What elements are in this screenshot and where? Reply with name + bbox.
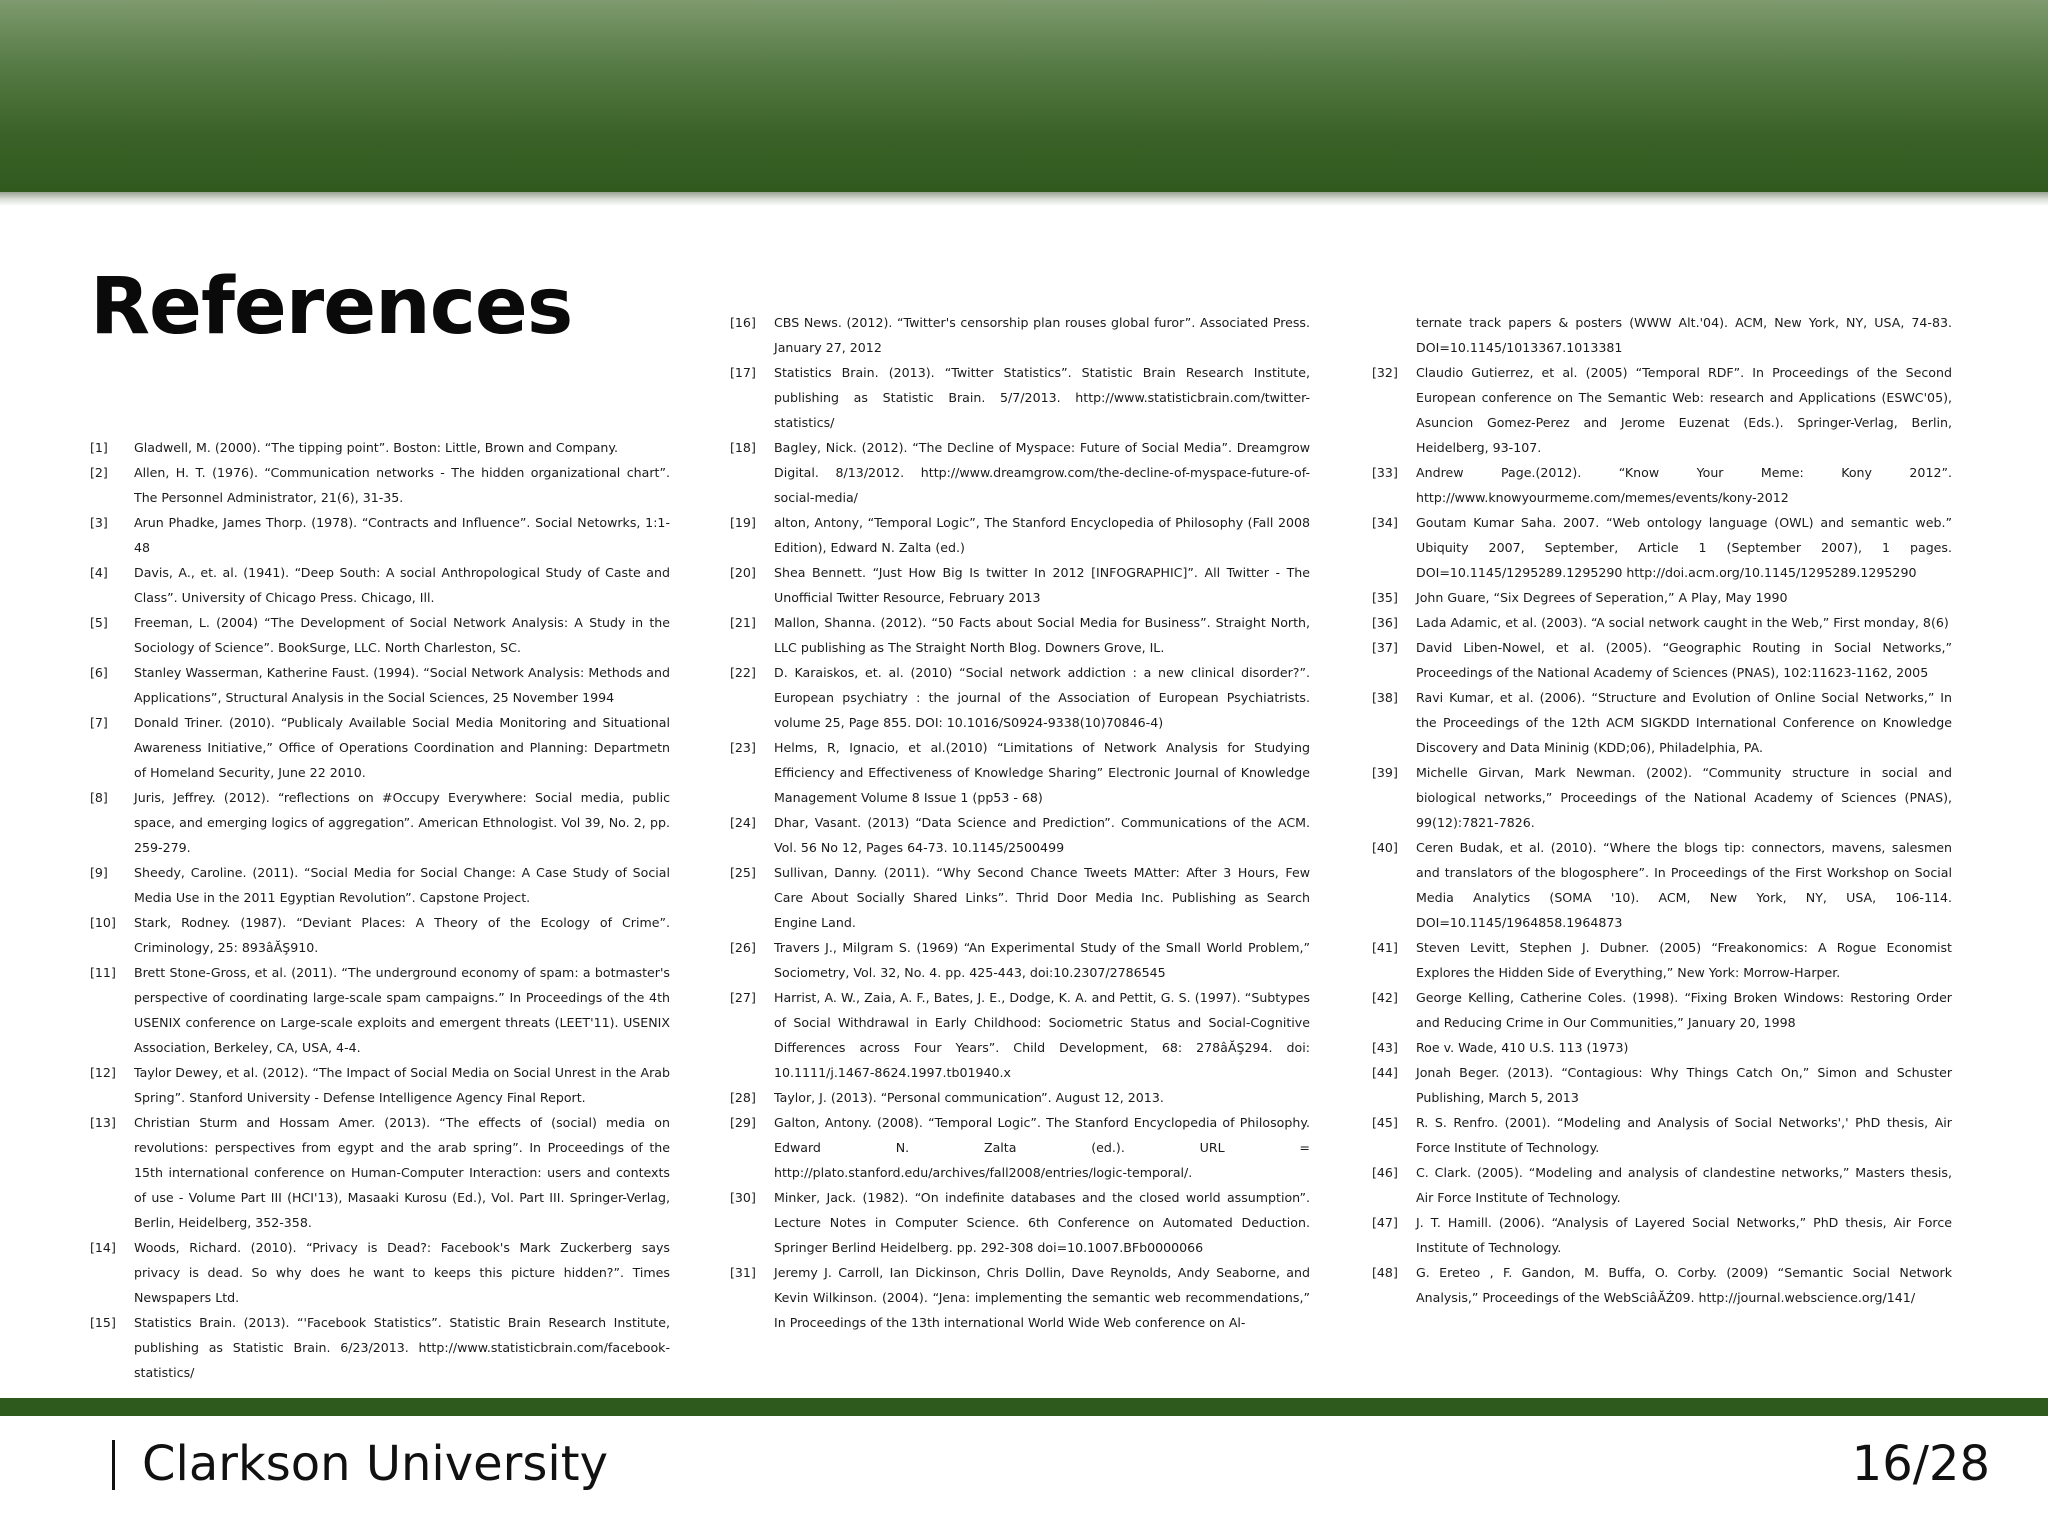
reference-number: [34] <box>1372 515 1398 530</box>
reference-entry <box>1372 460 1952 510</box>
reference-entry <box>730 360 1310 435</box>
reference-entry <box>730 660 1310 735</box>
reference-entry <box>1372 1060 1952 1110</box>
reference-entry <box>90 960 670 1060</box>
reference-number: [20] <box>730 565 756 580</box>
reference-text: D. Karaiskos, et. al. (2010) “Social network addiction : a new clinical disorder?”. European psychiatry : the journal of the Association of European Psychiatrists. volume 25, Page 855. DOI: 10.1016/S0924-9338(10)70846-4) <box>774 665 1310 730</box>
reference-number: [38] <box>1372 690 1398 705</box>
reference-number: [18] <box>730 440 756 455</box>
reference-entry <box>90 785 670 860</box>
reference-entry <box>1372 585 1952 610</box>
reference-number: [37] <box>1372 640 1398 655</box>
reference-entry <box>1372 360 1952 460</box>
header-shadow <box>0 192 2048 206</box>
reference-entry <box>730 310 1310 360</box>
reference-number: [8] <box>90 790 108 805</box>
reference-text: Travers J., Milgram S. (1969) “An Experimental Study of the Small World Problem,” Sociometry, Vol. 32, No. 4. pp. 425-443, doi:10.2307/2786545 <box>774 940 1310 980</box>
reference-number: [3] <box>90 515 108 530</box>
reference-entry <box>90 560 670 610</box>
reference-text: Lada Adamic, et al. (2003). “A social network caught in the Web,” First monday, 8(6) <box>1416 615 1949 630</box>
reference-entry <box>730 1085 1310 1110</box>
reference-entry <box>730 610 1310 660</box>
reference-entry <box>730 1185 1310 1260</box>
reference-number: [13] <box>90 1115 116 1130</box>
reference-entry <box>730 510 1310 560</box>
reference-text: Allen, H. T. (1976). “Communication networks - The hidden organizational chart”. The Personnel Administrator, 21(6), 31-35. <box>134 465 670 505</box>
reference-number: [33] <box>1372 465 1398 480</box>
header-band <box>0 0 2048 192</box>
reference-text: Mallon, Shanna. (2012). “50 Facts about Social Media for Business”. Straight North, LLC publishing as The Straight North Blog. Downers Grove, IL. <box>774 615 1310 655</box>
reference-entry <box>90 460 670 510</box>
reference-number: [35] <box>1372 590 1398 605</box>
reference-text: CBS News. (2012). “Twitter's censorship plan rouses global furor”. Associated Press. January 27, 2012 <box>774 315 1310 355</box>
reference-text: ternate track papers & posters (WWW Alt.'04). ACM, New York, NY, USA, 74-83. DOI=10.1145/1013367.1013381 <box>1416 315 1952 355</box>
reference-text: Bagley, Nick. (2012). “The Decline of Myspace: Future of Social Media”. Dreamgrow Digital. 8/13/2012. http://www.dreamgrow.com/the-decline-of-myspace-future-of-social-media/ <box>774 440 1310 505</box>
reference-text: Shea Bennett. “Just How Big Is twitter In 2012 [INFOGRAPHIC]”. All Twitter - The Unofficial Twitter Resource, February 2013 <box>774 565 1310 605</box>
reference-entry <box>90 610 670 660</box>
reference-text: J. T. Hamill. (2006). “Analysis of Layered Social Networks,” PhD thesis, Air Force Institute of Technology. <box>1416 1215 1952 1255</box>
reference-text: Taylor Dewey, et al. (2012). “The Impact of Social Media on Social Unrest in the Arab Spring”. Stanford University - Defense Intelligence Agency Final Report. <box>134 1065 670 1105</box>
reference-entry <box>730 860 1310 935</box>
reference-entry <box>730 1260 1310 1335</box>
reference-entry <box>1372 1210 1952 1260</box>
reference-number: [28] <box>730 1090 756 1105</box>
reference-text: Statistics Brain. (2013). “Twitter Statistics”. Statistic Brain Research Institute, publishing as Statistic Brain. 5/7/2013. http://www.statisticbrain.com/twitter-statistics/ <box>774 365 1310 430</box>
reference-text: Dhar, Vasant. (2013) “Data Science and Prediction”. Communications of the ACM. Vol. 56 No 12, Pages 64-73. 10.1145/2500499 <box>774 815 1310 855</box>
reference-entry <box>1372 635 1952 685</box>
footer-band <box>0 1398 2048 1416</box>
reference-entry <box>1372 1160 1952 1210</box>
reference-text: Taylor, J. (2013). “Personal communication”. August 12, 2013. <box>774 1090 1164 1105</box>
reference-entry <box>1372 685 1952 760</box>
reference-number: [43] <box>1372 1040 1398 1055</box>
reference-text: Minker, Jack. (1982). “On indefinite databases and the closed world assumption”. Lecture Notes in Computer Science. 6th Conference on Automated Deduction. Springer Berlind Heidelberg. pp. 292-308 doi=10.1007.BFb0000066 <box>774 1190 1310 1255</box>
reference-number: [25] <box>730 865 756 880</box>
reference-text: George Kelling, Catherine Coles. (1998). “Fixing Broken Windows: Restoring Order and Reducing Crime in Our Communities,” January 20, 1998 <box>1416 990 1952 1030</box>
reference-text: Stanley Wasserman, Katherine Faust. (1994). “Social Network Analysis: Methods and Applications”, Structural Analysis in the Social Sciences, 25 November 1994 <box>134 665 670 705</box>
reference-number: [17] <box>730 365 756 380</box>
reference-number: [2] <box>90 465 108 480</box>
reference-number: [1] <box>90 440 108 455</box>
reference-text: Woods, Richard. (2010). “Privacy is Dead?: Facebook's Mark Zuckerberg says privacy is dead. So why does he want to keeps this picture hidden?”. Times Newspapers Ltd. <box>134 1240 670 1305</box>
reference-number: [14] <box>90 1240 116 1255</box>
reference-number: [27] <box>730 990 756 1005</box>
reference-text: Davis, A., et. al. (1941). “Deep South: A social Anthropological Study of Caste and Class”. University of Chicago Press. Chicago, Ill. <box>134 565 670 605</box>
reference-entry <box>1372 935 1952 985</box>
reference-number: [11] <box>90 965 116 980</box>
reference-text: G. Ereteo , F. Gandon, M. Buffa, O. Corby. (2009) “Semantic Social Network Analysis,” Proceedings of the WebSciâĂŹ09. http://journal.webscience.org/141/ <box>1416 1265 1952 1305</box>
reference-entry <box>90 510 670 560</box>
reference-text: Galton, Antony. (2008). “Temporal Logic”. The Stanford Encyclopedia of Philosophy. Edward N. Zalta (ed.). URL = http://plato.stanford.edu/archives/fall2008/entries/logic-temporal/. <box>774 1115 1310 1180</box>
reference-entry <box>730 985 1310 1085</box>
reference-text: C. Clark. (2005). “Modeling and analysis of clandestine networks,” Masters thesis, Air Force Institute of Technology. <box>1416 1165 1952 1205</box>
reference-number: [7] <box>90 715 108 730</box>
reference-entry <box>730 1110 1310 1185</box>
reference-text: John Guare, “Six Degrees of Seperation,” A Play, May 1990 <box>1416 590 1788 605</box>
reference-text: Statistics Brain. (2013). “'Facebook Statistics”. Statistic Brain Research Institute, publishing as Statistic Brain. 6/23/2013. http://www.statisticbrain.com/facebook-statistics/ <box>134 1315 670 1380</box>
reference-number <box>1372 310 1416 360</box>
reference-entry <box>90 660 670 710</box>
references-column-2 <box>730 310 1310 1335</box>
reference-entry <box>90 1110 670 1235</box>
reference-entry <box>90 435 670 460</box>
reference-text: Brett Stone-Gross, et al. (2011). “The underground economy of spam: a botmaster's perspective of coordinating large-scale spam campaigns.” In Proceedings of the 4th USENIX conference on Large-scale exploits and emergent threats (LEET'11). USENIX Association, Berkeley, CA, USA, 4-4. <box>134 965 670 1055</box>
reference-text: Stark, Rodney. (1987). “Deviant Places: A Theory of the Ecology of Crime”. Criminology, 25: 893âĂŞ910. <box>134 915 670 955</box>
reference-number: [23] <box>730 740 756 755</box>
reference-number: [24] <box>730 815 756 830</box>
reference-text: Claudio Gutierrez, et al. (2005) “Temporal RDF”. In Proceedings of the Second European conference on The Semantic Web: research and Applications (ESWC'05), Asuncion Gomez-Perez and Jerome Euzenat (Eds.). Springer-Verlag, Berlin, Heidelberg, 93-107. <box>1416 365 1952 455</box>
reference-number: [21] <box>730 615 756 630</box>
reference-text: Ravi Kumar, et al. (2006). “Structure and Evolution of Online Social Networks,” In the Proceedings of the 12th ACM SIGKDD International Conference on Knowledge Discovery and Data Mininig (KDD;06), Philadelphia, PA. <box>1416 690 1952 755</box>
reference-entry <box>90 1310 670 1385</box>
reference-number: [47] <box>1372 1215 1398 1230</box>
reference-text: alton, Antony, “Temporal Logic”, The Stanford Encyclopedia of Philosophy (Fall 2008 Edition), Edward N. Zalta (ed.) <box>774 515 1310 555</box>
reference-entry <box>90 710 670 785</box>
reference-number: [46] <box>1372 1165 1398 1180</box>
reference-entry <box>730 935 1310 985</box>
reference-entry <box>90 1235 670 1310</box>
reference-number: [9] <box>90 865 108 880</box>
reference-number: [6] <box>90 665 108 680</box>
reference-text: Andrew Page.(2012). “Know Your Meme: Kony 2012”. http://www.knowyourmeme.com/memes/events/kony-2012 <box>1416 465 1952 505</box>
reference-text: R. S. Renfro. (2001). “Modeling and Analysis of Social Networks',' PhD thesis, Air Force Institute of Technology. <box>1416 1115 1952 1155</box>
reference-text: Goutam Kumar Saha. 2007. “Web ontology language (OWL) and semantic web.” Ubiquity 2007, September, Article 1 (September 2007), 1 pages. DOI=10.1145/1295289.1295290 http://doi.acm.org/10.1145/1295289.1295290 <box>1416 515 1952 580</box>
reference-number: [45] <box>1372 1115 1398 1130</box>
reference-text: Gladwell, M. (2000). “The tipping point”. Boston: Little, Brown and Company. <box>134 440 619 455</box>
reference-number: [4] <box>90 565 108 580</box>
reference-text: Arun Phadke, James Thorp. (1978). “Contracts and Influence”. Social Netowrks, 1:1-48 <box>134 515 670 555</box>
reference-entry <box>90 1060 670 1110</box>
reference-text: Christian Sturm and Hossam Amer. (2013). “The effects of (social) media on revolutions: perspectives from egypt and the arab spring”. In Proceedings of the 15th international conference on Human-Computer Interaction: users and contexts of use - Volume Part III (HCI'13), Masaaki Kurosu (Ed.), Vol. Part III. Springer-Verlag, Berlin, Heidelberg, 352-358. <box>134 1115 670 1230</box>
reference-number: [39] <box>1372 765 1398 780</box>
reference-number: [44] <box>1372 1065 1398 1080</box>
reference-entry <box>1372 1260 1952 1310</box>
slide-title: References <box>90 262 573 352</box>
reference-entry <box>1372 1035 1952 1060</box>
reference-number: [32] <box>1372 365 1398 380</box>
reference-entry <box>1372 985 1952 1035</box>
reference-entry <box>90 910 670 960</box>
reference-entry <box>730 810 1310 860</box>
reference-entry <box>730 560 1310 610</box>
reference-number: [19] <box>730 515 756 530</box>
reference-text: Michelle Girvan, Mark Newman. (2002). “Community structure in social and biological networks,” Proceedings of the National Academy of Sciences (PNAS), 99(12):7821-7826. <box>1416 765 1952 830</box>
reference-text: Jonah Beger. (2013). “Contagious: Why Things Catch On,” Simon and Schuster Publishing, March 5, 2013 <box>1416 1065 1952 1105</box>
reference-text: Jeremy J. Carroll, Ian Dickinson, Chris Dollin, Dave Reynolds, Andy Seaborne, and Kevin Wilkinson. (2004). “Jena: implementing the semantic web recommendations,” In Proceedings of the 13th international World Wide Web conference on Al- <box>774 1265 1310 1330</box>
reference-number: [40] <box>1372 840 1398 855</box>
reference-number: [42] <box>1372 990 1398 1005</box>
reference-text: David Liben-Nowel, et al. (2005). “Geographic Routing in Social Networks,” Proceedings of the National Academy of Sciences (PNAS), 102:11623-1162, 2005 <box>1416 640 1952 680</box>
reference-number: [5] <box>90 615 108 630</box>
page-number: 16/28 <box>1851 1436 1990 1492</box>
reference-number: [30] <box>730 1190 756 1205</box>
reference-text: Sullivan, Danny. (2011). “Why Second Chance Tweets MAtter: After 3 Hours, Few Care About Socially Shared Links”. Thrid Door Media Inc. Publishing as Search Engine Land. <box>774 865 1310 930</box>
reference-number: [29] <box>730 1115 756 1130</box>
reference-entry <box>730 435 1310 510</box>
reference-text: Sheedy, Caroline. (2011). “Social Media for Social Change: A Case Study of Social Media Use in the 2011 Egyptian Revolution”. Capstone Project. <box>134 865 670 905</box>
reference-entry <box>1372 835 1952 935</box>
reference-text: Ceren Budak, et al. (2010). “Where the blogs tip: connectors, mavens, salesmen and translators of the blogosphere”. In Proceedings of the First Workshop on Social Media Analytics (SOMA '10). ACM, New York, NY, USA, 106-114. DOI=10.1145/1964858.1964873 <box>1416 840 1952 930</box>
reference-text: Donald Triner. (2010). “Publicaly Available Social Media Monitoring and Situational Awareness Initiative,” Office of Operations Coordination and Planning: Departmetn of Homeland Security, June 22 2010. <box>134 715 670 780</box>
reference-number: [31] <box>730 1265 756 1280</box>
reference-number: [16] <box>730 315 756 330</box>
reference-entry <box>1372 310 1952 360</box>
reference-number: [26] <box>730 940 756 955</box>
references-column-1 <box>90 435 670 1385</box>
reference-text: Helms, R, Ignacio, et al.(2010) “Limitations of Network Analysis for Studying Efficiency and Effectiveness of Knowledge Sharing” Electronic Journal of Knowledge Management Volume 8 Issue 1 (pp53 - 68) <box>774 740 1310 805</box>
references-column-3 <box>1372 310 1952 1310</box>
reference-entry <box>1372 610 1952 635</box>
reference-number: [10] <box>90 915 116 930</box>
reference-number: [41] <box>1372 940 1398 955</box>
reference-entry <box>730 735 1310 810</box>
reference-text: Harrist, A. W., Zaia, A. F., Bates, J. E., Dodge, K. A. and Pettit, G. S. (1997). “Subtypes of Social Withdrawal in Early Childhood: Sociometric Status and Social-Cognitive Differences across Four Years”. Child Development, 68: 278âĂŞ294. doi: 10.1111/j.1467-8624.1997.tb01940.x <box>774 990 1310 1080</box>
reference-text: Roe v. Wade, 410 U.S. 113 (1973) <box>1416 1040 1629 1055</box>
reference-entry <box>1372 760 1952 835</box>
reference-text: Freeman, L. (2004) “The Development of Social Network Analysis: A Study in the Sociology of Science”. BookSurge, LLC. North Charleston, SC. <box>134 615 670 655</box>
reference-text: Juris, Jeffrey. (2012). “reflections on #Occupy Everywhere: Social media, public space, and emerging logics of aggregation”. American Ethnologist. Vol 39, No. 2, pp. 259-279. <box>134 790 670 855</box>
reference-number: [15] <box>90 1315 116 1330</box>
reference-number: [48] <box>1372 1265 1398 1280</box>
reference-number: [12] <box>90 1065 116 1080</box>
reference-text: Steven Levitt, Stephen J. Dubner. (2005) “Freakonomics: A Rogue Economist Explores the Hidden Side of Everything,” New York: Morrow-Harper. <box>1416 940 1952 980</box>
footer-separator <box>112 1440 115 1490</box>
reference-entry <box>1372 510 1952 585</box>
reference-number: [36] <box>1372 615 1398 630</box>
footer-organization: Clarkson University <box>142 1436 608 1492</box>
reference-entry <box>90 860 670 910</box>
reference-entry <box>1372 1110 1952 1160</box>
reference-number: [22] <box>730 665 756 680</box>
